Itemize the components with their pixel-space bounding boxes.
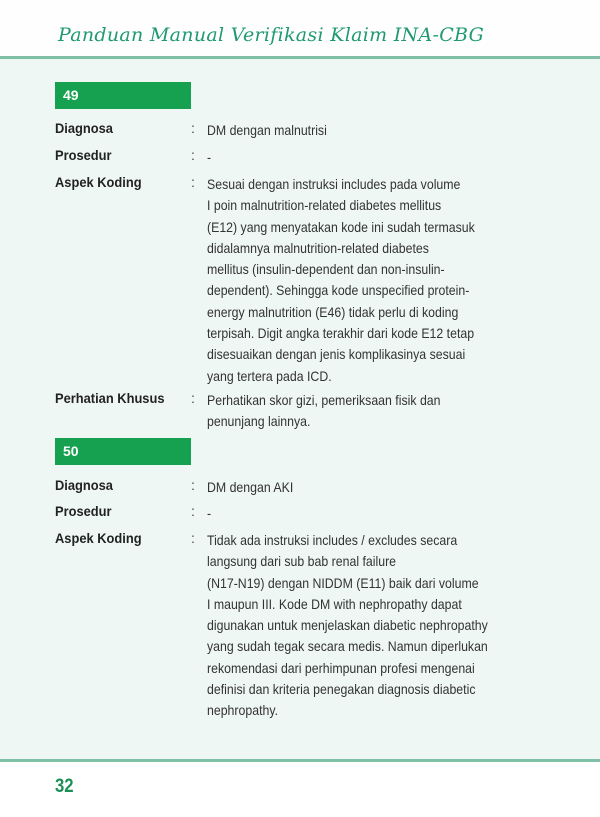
field-label: Perhatian Khusus (55, 390, 165, 406)
entry-number-badge: 50 (55, 438, 191, 465)
entry-number-badge: 49 (55, 82, 191, 109)
value-line: dependent). Sehingga kode unspecified protein- (207, 282, 470, 299)
value-line: rekomendasi dari perhimpunan profesi mengenai (207, 659, 475, 676)
value-line: disesuaikan dengan jenis komplikasinya sesuai (207, 346, 466, 363)
field-colon: : (191, 503, 195, 519)
field-value (207, 147, 537, 168)
value-line: mellitus (insulin-dependent dan non-insulin- (207, 261, 445, 278)
field-value (207, 174, 537, 387)
value-line: DM dengan malnutrisi (207, 122, 327, 138)
value-line: I maupun III. Kode DM with nephropathy dapat (207, 595, 462, 612)
field-colon: : (191, 477, 195, 493)
field-label: Prosedur (55, 147, 112, 163)
field-label: Aspek Koding (55, 174, 142, 190)
value-line: (N17-N19) dengan NIDDM (E11) baik dari volume (207, 574, 479, 591)
value-line: terpisah. Digit angka terakhir dari kode E12 tetap (207, 325, 475, 342)
field-value (207, 530, 537, 722)
page-footer (0, 762, 600, 817)
page-header (0, 0, 600, 56)
field-label: Diagnosa (55, 120, 113, 136)
value-line: - (207, 149, 212, 165)
value-line: yang sudah tegak secara medis. Namun diperlukan (207, 638, 488, 655)
page-number: 32 (55, 776, 74, 797)
field-value (207, 503, 537, 524)
value-line: I poin malnutrition-related diabetes mellitus (207, 197, 442, 214)
field-label: Aspek Koding (55, 530, 142, 546)
value-line: Perhatikan skor gizi, pemeriksaan fisik dan (207, 392, 441, 408)
value-line: energy malnutrition (E46) tidak perlu di koding (207, 303, 459, 320)
value-line: Sesuai dengan instruksi includes pada volume (207, 176, 461, 192)
value-line: definisi dan kriteria penegakan diagnosis diabetic (207, 681, 476, 698)
value-line: DM dengan AKI (207, 479, 294, 495)
value-line: - (207, 505, 212, 521)
field-colon: : (191, 530, 195, 546)
field-label: Prosedur (55, 503, 112, 519)
value-line: penunjang lainnya. (207, 413, 311, 430)
field-colon: : (191, 120, 195, 136)
field-colon: : (191, 390, 195, 406)
field-value (207, 120, 537, 141)
value-line: langsung dari sub bab renal failure (207, 553, 397, 570)
field-value (207, 390, 537, 433)
field-value (207, 477, 537, 498)
value-line: nephropathy. (207, 702, 279, 719)
value-line: didalamnya malnutrition-related diabetes (207, 239, 429, 256)
field-colon: : (191, 147, 195, 163)
field-colon: : (191, 174, 195, 190)
header-title: Panduan Manual Verifikasi Klaim INA-CBG (58, 24, 485, 46)
value-line: (E12) yang menyatakan kode ini sudah termasuk (207, 218, 475, 235)
value-line: Tidak ada instruksi includes / excludes secara (207, 532, 458, 548)
value-line: digunakan untuk menjelaskan diabetic nephropathy (207, 617, 488, 634)
value-line: yang tertera pada ICD. (207, 367, 332, 384)
field-label: Diagnosa (55, 477, 113, 493)
